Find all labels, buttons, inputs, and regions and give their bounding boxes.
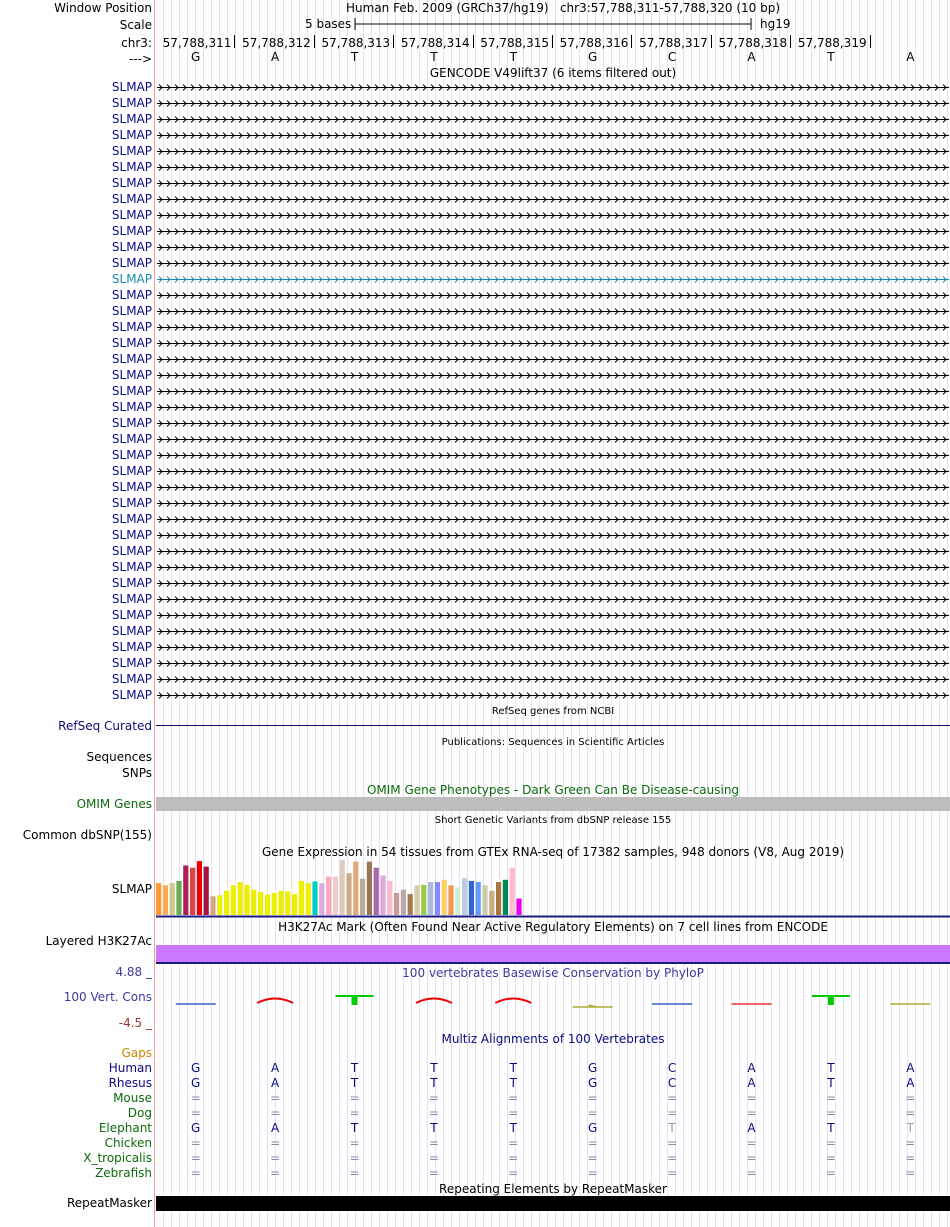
- multiz-base: A: [747, 1061, 756, 1075]
- multiz-base: =: [190, 1136, 201, 1150]
- multiz-base: =: [667, 1166, 678, 1180]
- multiz-base: =: [190, 1166, 201, 1180]
- multiz-base: T: [430, 1076, 438, 1090]
- multiz-base: =: [825, 1151, 836, 1165]
- gtex-tissue-bar[interactable]: [476, 882, 481, 915]
- h3k27ac-signal-bar[interactable]: [156, 945, 950, 962]
- multiz-base: =: [587, 1166, 598, 1180]
- gencode-transcript-line[interactable]: [157, 581, 949, 587]
- gtex-tissue-bar[interactable]: [190, 868, 195, 915]
- base-letter: A: [747, 50, 756, 64]
- gencode-transcript-label[interactable]: SLMAP: [111, 96, 152, 110]
- gtex-track-title: Gene Expression in 54 tissues from GTEx RNA-seq of 17382 samples, 948 donors (V8, Aug 2019): [261, 845, 845, 859]
- multiz-base: =: [667, 1136, 678, 1150]
- gencode-transcript-label[interactable]: SLMAP: [111, 656, 152, 670]
- gtex-tissue-bar[interactable]: [340, 860, 345, 915]
- coordinate-label: 57,788,315: [480, 36, 549, 50]
- multiz-base: =: [349, 1151, 360, 1165]
- gencode-transcript-label[interactable]: SLMAP: [111, 368, 152, 382]
- gencode-transcript-line[interactable]: [157, 597, 949, 603]
- window-position-value: Human Feb. 2009 (GRCh37/hg19) chr3:57,788,311-57,788,320 (10 bp): [346, 1, 781, 15]
- gencode-transcript-line[interactable]: [157, 261, 949, 267]
- multiz-base: =: [270, 1166, 281, 1180]
- multiz-base: =: [587, 1106, 598, 1120]
- coordinate-label: 57,788,314: [400, 36, 470, 50]
- gencode-transcript-line[interactable]: [157, 533, 949, 539]
- multiz-base: T: [350, 1061, 359, 1075]
- gencode-transcript-label[interactable]: SLMAP: [111, 592, 152, 606]
- phylop-max-label: 4.88 _: [115, 965, 152, 979]
- gtex-expression-chart[interactable]: [156, 860, 950, 918]
- scale-assembly: hg19: [760, 17, 791, 31]
- gencode-transcript-label[interactable]: SLMAP: [111, 432, 152, 446]
- base-letter: T: [827, 50, 835, 64]
- gtex-tissue-bar[interactable]: [265, 895, 270, 915]
- gencode-transcript-label[interactable]: SLMAP: [111, 112, 152, 126]
- gencode-transcript-label[interactable]: SLMAP: [111, 608, 152, 622]
- gencode-transcript-line[interactable]: [157, 485, 949, 491]
- gencode-transcript-label[interactable]: SLMAP: [111, 272, 152, 286]
- gencode-transcript-line[interactable]: [157, 101, 949, 107]
- gtex-tissue-bar[interactable]: [292, 894, 297, 915]
- coordinate-label: 57,788,311: [162, 36, 232, 50]
- multiz-species-label[interactable]: Human: [108, 1061, 152, 1075]
- base-letter: C: [667, 50, 677, 64]
- phylop-score-mark[interactable]: [257, 999, 293, 1004]
- gencode-transcript-line[interactable]: [157, 117, 949, 123]
- multiz-base: =: [825, 1091, 836, 1105]
- gtex-tissue-bar[interactable]: [183, 866, 188, 916]
- multiz-base: =: [508, 1136, 519, 1150]
- gtex-tissue-bar[interactable]: [224, 891, 229, 915]
- phylop-score-mark[interactable]: [573, 1005, 613, 1007]
- publications-sequences-label[interactable]: Sequences: [86, 750, 152, 764]
- gencode-transcript-line[interactable]: [157, 277, 949, 283]
- phylop-conservation-chart[interactable]: [156, 980, 950, 1020]
- gencode-transcript-label[interactable]: SLMAP: [111, 400, 152, 414]
- multiz-species-label[interactable]: Chicken: [104, 1136, 152, 1150]
- omim-track-label[interactable]: OMIM Genes: [76, 797, 152, 811]
- multiz-base: T: [668, 1121, 676, 1135]
- gencode-transcript-label[interactable]: SLMAP: [111, 672, 152, 686]
- gencode-transcript-line[interactable]: [157, 245, 949, 251]
- multiz-base: =: [746, 1136, 757, 1150]
- coordinate-label: 57,788,312: [242, 36, 311, 50]
- phylop-track-label[interactable]: 100 Vert. Cons: [63, 990, 152, 1004]
- gtex-tissue-bar[interactable]: [408, 894, 413, 915]
- gencode-transcript-line[interactable]: [157, 341, 949, 347]
- multiz-base: T: [827, 1076, 835, 1090]
- gtex-track-label[interactable]: SLMAP: [111, 882, 152, 896]
- gencode-transcript-line[interactable]: [157, 309, 949, 315]
- multiz-base: =: [508, 1151, 519, 1165]
- gencode-transcript-label[interactable]: SLMAP: [111, 576, 152, 590]
- gtex-tissue-bar[interactable]: [306, 883, 311, 915]
- gencode-transcript-line[interactable]: [157, 437, 949, 443]
- multiz-base: T: [509, 1076, 517, 1090]
- gencode-transcript-line[interactable]: [157, 549, 949, 555]
- multiz-base: T: [350, 1076, 359, 1090]
- gencode-transcript-label[interactable]: SLMAP: [111, 416, 152, 430]
- gtex-tissue-bar[interactable]: [333, 877, 338, 916]
- refseq-track-title: RefSeq genes from NCBI: [491, 706, 615, 717]
- multiz-base: =: [508, 1091, 519, 1105]
- scale-value: 5 bases: [305, 17, 352, 31]
- gencode-transcript-line[interactable]: [157, 661, 949, 667]
- window-position-label: Window Position: [54, 1, 152, 15]
- scale-label: Scale: [119, 18, 152, 32]
- h3k27ac-baseline: [156, 962, 950, 964]
- gtex-tissue-bar[interactable]: [516, 899, 521, 916]
- gencode-transcript-label[interactable]: SLMAP: [111, 480, 152, 494]
- base-letter: T: [509, 50, 517, 64]
- gencode-transcript-label[interactable]: SLMAP: [111, 320, 152, 334]
- gtex-tissue-bar[interactable]: [197, 861, 202, 915]
- gtex-tissue-bar[interactable]: [163, 885, 168, 915]
- multiz-base: G: [588, 1076, 598, 1090]
- gtex-tissue-bar[interactable]: [469, 881, 474, 915]
- gencode-transcript-line[interactable]: [157, 389, 949, 395]
- phylop-score-bar[interactable]: [828, 995, 834, 1005]
- gtex-tissue-bar[interactable]: [428, 882, 433, 915]
- dbsnp-track-title: Short Genetic Variants from dbSNP release 155: [434, 815, 672, 826]
- gtex-tissue-bar[interactable]: [353, 862, 358, 915]
- multiz-base: =: [270, 1091, 281, 1105]
- gencode-transcript-line[interactable]: [157, 645, 949, 651]
- multiz-base: T: [827, 1061, 835, 1075]
- multiz-base: =: [825, 1166, 836, 1180]
- omim-track-title: OMIM Gene Phenotypes - Dark Green Can Be Disease-causing: [366, 783, 740, 797]
- gencode-transcript-line[interactable]: [157, 165, 949, 171]
- gencode-transcript-label[interactable]: SLMAP: [111, 448, 152, 462]
- strand-label: --->: [128, 52, 152, 66]
- gtex-tissue-bar[interactable]: [217, 895, 222, 915]
- gencode-transcript-label[interactable]: SLMAP: [111, 352, 152, 366]
- multiz-base: =: [905, 1106, 916, 1120]
- gencode-transcript-label[interactable]: SLMAP: [111, 160, 152, 174]
- base-letter: T: [350, 50, 359, 64]
- base-letter: A: [906, 50, 915, 64]
- coordinate-label: 57,788,318: [718, 36, 788, 50]
- gtex-tissue-bar[interactable]: [414, 885, 419, 915]
- multiz-base: T: [430, 1061, 438, 1075]
- gtex-tissue-bar[interactable]: [258, 892, 263, 915]
- gencode-transcript-label[interactable]: SLMAP: [111, 80, 152, 94]
- gtex-tissue-bar[interactable]: [455, 888, 460, 916]
- gencode-transcript-label[interactable]: SLMAP: [111, 128, 152, 142]
- track-boundary-line: [154, 0, 155, 1227]
- gtex-tissue-bar[interactable]: [360, 879, 365, 915]
- multiz-base: =: [746, 1091, 757, 1105]
- multiz-base: =: [428, 1151, 439, 1165]
- gencode-transcript-label[interactable]: SLMAP: [111, 544, 152, 558]
- multiz-base: =: [349, 1166, 360, 1180]
- gencode-transcript-label[interactable]: SLMAP: [111, 560, 152, 574]
- gtex-tissue-bar[interactable]: [401, 890, 406, 915]
- phylop-score-bar[interactable]: [352, 995, 358, 1005]
- gtex-tissue-bar[interactable]: [421, 885, 426, 915]
- multiz-species-label[interactable]: Rhesus: [108, 1076, 152, 1090]
- gtex-tissue-bar[interactable]: [448, 885, 453, 915]
- multiz-species-label[interactable]: Zebrafish: [95, 1166, 152, 1180]
- multiz-base: C: [667, 1061, 677, 1075]
- gencode-transcript-label[interactable]: SLMAP: [111, 144, 152, 158]
- gencode-transcript-label[interactable]: SLMAP: [111, 336, 152, 350]
- multiz-base: =: [746, 1166, 757, 1180]
- multiz-base: T: [827, 1121, 835, 1135]
- coordinate-label: 57,788,313: [321, 36, 391, 50]
- gtex-tissue-bar[interactable]: [489, 891, 494, 915]
- multiz-species-label[interactable]: Mouse: [113, 1091, 152, 1105]
- gtex-tissue-bar[interactable]: [387, 881, 392, 915]
- multiz-base: =: [508, 1166, 519, 1180]
- multiz-base: =: [746, 1151, 757, 1165]
- multiz-base: A: [270, 1076, 280, 1090]
- gtex-tissue-bar[interactable]: [170, 883, 175, 915]
- gtex-tissue-bar[interactable]: [435, 882, 440, 915]
- gtex-tissue-bar[interactable]: [272, 893, 277, 915]
- multiz-base: =: [905, 1151, 916, 1165]
- multiz-base: T: [430, 1121, 438, 1135]
- multiz-base: =: [587, 1136, 598, 1150]
- multiz-base: =: [587, 1091, 598, 1105]
- coordinate-label: 57,788,317: [639, 36, 708, 50]
- gtex-tissue-bar[interactable]: [510, 868, 515, 915]
- gtex-tissue-bar[interactable]: [394, 893, 399, 915]
- gencode-transcript-line[interactable]: [157, 469, 949, 475]
- chrom-label: chr3:: [121, 36, 152, 50]
- gencode-transcript-line[interactable]: [157, 357, 949, 363]
- gencode-transcript-label[interactable]: SLMAP: [111, 208, 152, 222]
- multiz-base: =: [746, 1106, 757, 1120]
- multiz-base: T: [509, 1121, 517, 1135]
- gencode-transcript-line[interactable]: [157, 613, 949, 619]
- gencode-transcript-line[interactable]: [157, 517, 949, 523]
- publications-snps-label[interactable]: SNPs: [122, 766, 152, 780]
- multiz-base: =: [349, 1091, 360, 1105]
- gencode-transcript-label[interactable]: SLMAP: [111, 496, 152, 510]
- gencode-transcript-line[interactable]: [157, 677, 949, 683]
- gencode-transcript-label[interactable]: SLMAP: [111, 512, 152, 526]
- multiz-base: T: [350, 1121, 359, 1135]
- multiz-base: A: [747, 1121, 756, 1135]
- multiz-base: =: [428, 1106, 439, 1120]
- refseq-track-label[interactable]: RefSeq Curated: [58, 719, 152, 733]
- gencode-transcript-label[interactable]: SLMAP: [111, 624, 152, 638]
- coordinate-tick: [870, 35, 871, 48]
- dbsnp-track-label[interactable]: Common dbSNP(155): [22, 828, 152, 842]
- gtex-tissue-bar[interactable]: [462, 878, 467, 915]
- base-letter: A: [270, 50, 280, 64]
- base-letter: G: [191, 50, 201, 64]
- multiz-species-label[interactable]: Elephant: [98, 1121, 152, 1135]
- gtex-tissue-bar[interactable]: [482, 885, 487, 915]
- gencode-transcript-line[interactable]: [157, 133, 949, 139]
- multiz-base: =: [190, 1151, 201, 1165]
- gencode-transcript-line[interactable]: [157, 213, 949, 219]
- gtex-tissue-bar[interactable]: [503, 880, 508, 915]
- gtex-tissue-bar[interactable]: [326, 877, 331, 916]
- gencode-transcript-line[interactable]: [157, 181, 949, 187]
- multiz-base: =: [190, 1106, 201, 1120]
- multiz-species-label[interactable]: X_tropicalis: [83, 1151, 152, 1165]
- multiz-base: G: [191, 1121, 201, 1135]
- phylop-track-title: 100 vertebrates Basewise Conservation by PhyloP: [402, 966, 704, 980]
- multiz-base: =: [349, 1136, 360, 1150]
- multiz-base: G: [588, 1061, 598, 1075]
- coordinate-label: 57,788,319: [797, 36, 867, 50]
- gencode-transcript-label[interactable]: SLMAP: [111, 688, 152, 702]
- gtex-tissue-bar[interactable]: [442, 880, 447, 915]
- multiz-base: =: [667, 1151, 678, 1165]
- base-letter: G: [588, 50, 598, 64]
- gencode-transcript-label[interactable]: SLMAP: [111, 288, 152, 302]
- gencode-transcript-line[interactable]: [157, 405, 949, 411]
- gtex-tissue-bar[interactable]: [319, 883, 324, 915]
- gtex-tissue-bar[interactable]: [176, 881, 181, 915]
- multiz-base: A: [906, 1076, 915, 1090]
- gtex-tissue-bar[interactable]: [231, 885, 236, 915]
- gtex-tissue-bar[interactable]: [380, 875, 385, 915]
- gtex-tissue-bar[interactable]: [367, 862, 372, 915]
- publications-track-title: Publications: Sequences in Scientific Articles: [441, 737, 665, 748]
- gencode-transcript-label[interactable]: SLMAP: [111, 640, 152, 654]
- gencode-transcript-line[interactable]: [157, 85, 949, 91]
- multiz-base: =: [905, 1091, 916, 1105]
- gtex-tissue-bar[interactable]: [285, 891, 290, 915]
- multiz-base: G: [191, 1061, 201, 1075]
- multiz-base: T: [509, 1061, 517, 1075]
- gencode-transcript-lines: [156, 80, 950, 704]
- multiz-base: =: [667, 1106, 678, 1120]
- gencode-track-title: GENCODE V49lift37 (6 items filtered out): [429, 66, 677, 80]
- gtex-tissue-bar[interactable]: [156, 883, 161, 915]
- phylop-score-mark[interactable]: [416, 999, 452, 1004]
- gencode-transcript-line[interactable]: [157, 693, 949, 699]
- gencode-transcript-line[interactable]: [157, 229, 949, 235]
- gtex-tissue-bar[interactable]: [496, 882, 501, 915]
- multiz-base: =: [270, 1151, 281, 1165]
- gencode-transcript-label[interactable]: SLMAP: [111, 256, 152, 270]
- gencode-transcript-line[interactable]: [157, 197, 949, 203]
- multiz-base: T: [906, 1121, 914, 1135]
- multiz-base: =: [905, 1166, 916, 1180]
- multiz-base: A: [906, 1061, 915, 1075]
- base-letter: T: [430, 50, 438, 64]
- gencode-transcript-label[interactable]: SLMAP: [111, 176, 152, 190]
- multiz-base: G: [588, 1121, 598, 1135]
- scale-bar: [354, 17, 754, 31]
- multiz-base: =: [349, 1106, 360, 1120]
- multiz-base: A: [270, 1061, 280, 1075]
- gtex-tissue-bar[interactable]: [244, 885, 249, 915]
- phylop-score-mark[interactable]: [495, 999, 531, 1004]
- h3k27ac-track-title: H3K27Ac Mark (Often Found Near Active Regulatory Elements) on 7 cell lines from ENCODE: [278, 920, 828, 934]
- repeatmasker-bar[interactable]: [156, 1196, 950, 1211]
- gencode-transcript-line[interactable]: [157, 293, 949, 299]
- gencode-transcript-label[interactable]: SLMAP: [111, 528, 152, 542]
- multiz-gaps-label[interactable]: Gaps: [121, 1046, 152, 1060]
- multiz-base: =: [587, 1151, 598, 1165]
- multiz-base: =: [825, 1136, 836, 1150]
- gencode-transcript-label[interactable]: SLMAP: [111, 192, 152, 206]
- multiz-base: A: [747, 1076, 756, 1090]
- multiz-base: =: [905, 1136, 916, 1150]
- multiz-base: G: [191, 1076, 201, 1090]
- multiz-track-title: Multiz Alignments of 100 Vertebrates: [441, 1032, 665, 1046]
- multiz-base: =: [428, 1136, 439, 1150]
- multiz-base: C: [667, 1076, 677, 1090]
- gtex-tissue-bar[interactable]: [278, 891, 283, 915]
- h3k27ac-track-label[interactable]: Layered H3K27Ac: [45, 934, 152, 948]
- gencode-transcript-line[interactable]: [157, 149, 949, 155]
- gencode-transcript-line[interactable]: [157, 421, 949, 427]
- gencode-transcript-line[interactable]: [157, 565, 949, 571]
- multiz-base: A: [270, 1121, 280, 1135]
- gencode-transcript-line[interactable]: [157, 373, 949, 379]
- multiz-species-label[interactable]: Dog: [127, 1106, 152, 1120]
- gencode-transcript-label[interactable]: SLMAP: [111, 464, 152, 478]
- repeatmasker-track-label[interactable]: RepeatMasker: [66, 1196, 152, 1210]
- refseq-gene-line[interactable]: [156, 725, 950, 726]
- repeatmasker-track-title: Repeating Elements by RepeatMasker: [439, 1182, 667, 1196]
- phylop-min-label: -4.5 _: [118, 1016, 152, 1030]
- multiz-base: =: [428, 1091, 439, 1105]
- gencode-transcript-label[interactable]: SLMAP: [111, 240, 152, 254]
- gencode-transcript-line[interactable]: [157, 501, 949, 507]
- omim-gene-bar[interactable]: [156, 797, 950, 811]
- gencode-transcript-line[interactable]: [157, 453, 949, 459]
- multiz-base: =: [190, 1091, 201, 1105]
- gtex-tissue-bar[interactable]: [251, 890, 256, 915]
- gencode-transcript-line[interactable]: [157, 325, 949, 331]
- gtex-tissue-bar[interactable]: [312, 881, 317, 915]
- multiz-base: =: [508, 1106, 519, 1120]
- gtex-tissue-bar[interactable]: [238, 882, 243, 915]
- gtex-tissue-bar[interactable]: [374, 868, 379, 915]
- multiz-base: =: [428, 1166, 439, 1180]
- gtex-tissue-bar[interactable]: [346, 873, 351, 915]
- gencode-transcript-label[interactable]: SLMAP: [111, 304, 152, 318]
- coordinate-label: 57,788,316: [559, 36, 629, 50]
- multiz-base: =: [270, 1106, 281, 1120]
- multiz-base: =: [270, 1136, 281, 1150]
- gtex-tissue-bar[interactable]: [210, 896, 215, 915]
- multiz-base: =: [667, 1091, 678, 1105]
- gtex-tissue-bar[interactable]: [204, 867, 209, 915]
- gencode-transcript-label[interactable]: SLMAP: [111, 384, 152, 398]
- multiz-base: =: [825, 1106, 836, 1120]
- gencode-transcript-label[interactable]: SLMAP: [111, 224, 152, 238]
- gtex-tissue-bar[interactable]: [299, 881, 304, 915]
- gencode-transcript-line[interactable]: [157, 629, 949, 635]
